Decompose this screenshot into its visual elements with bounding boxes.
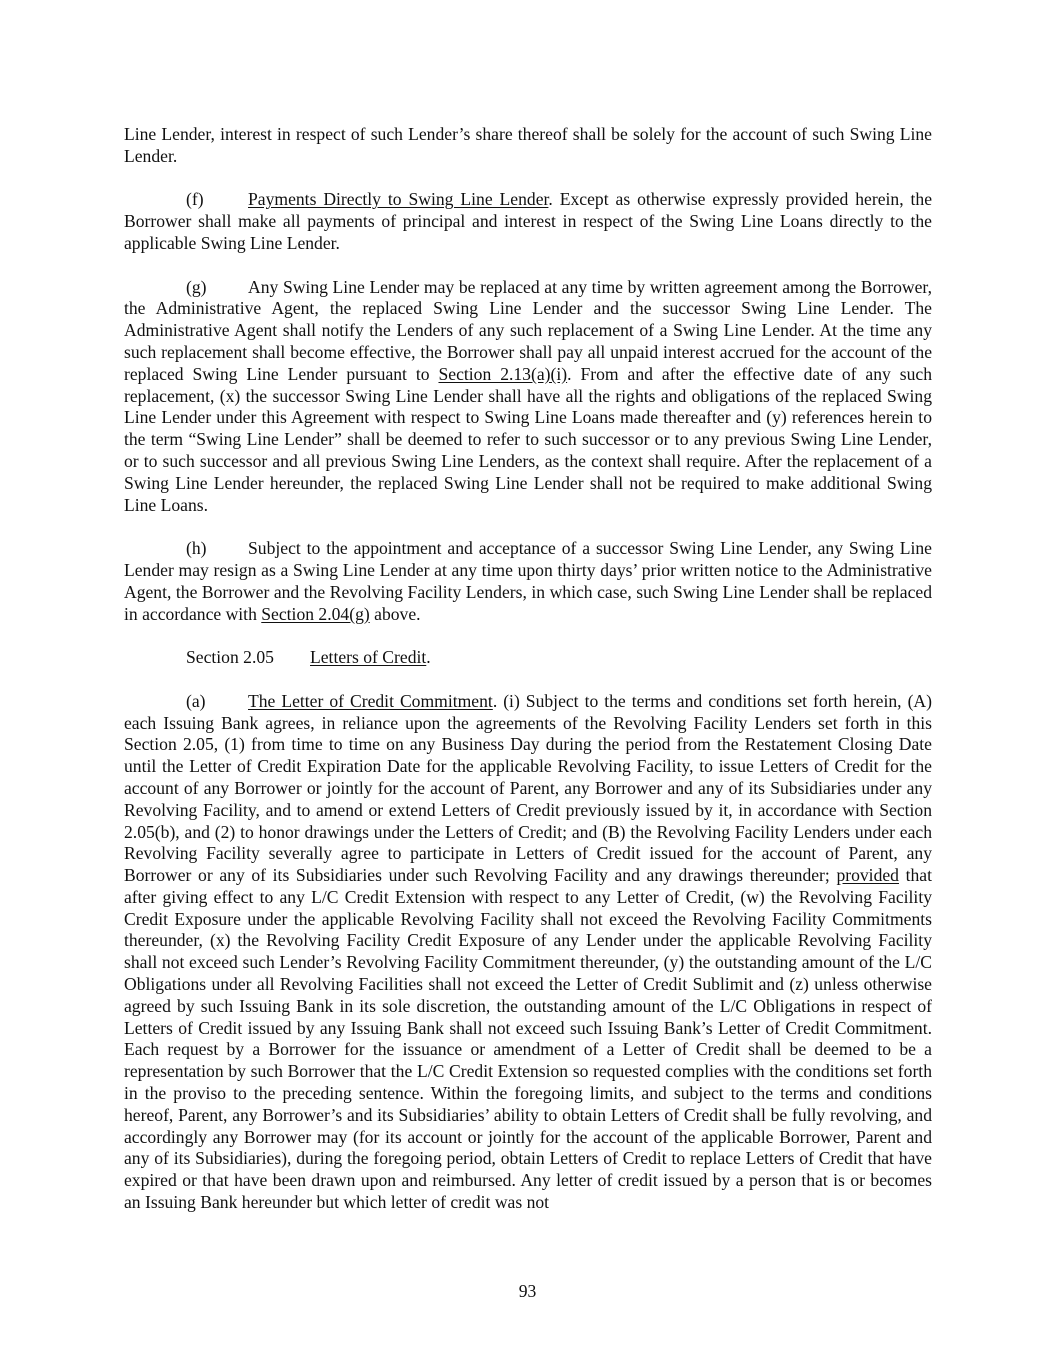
page-number: 93 — [518, 1281, 537, 1301]
section-2-04-reference: Section 2.04(g) — [261, 603, 370, 624]
provided-term: provided — [836, 865, 899, 886]
paragraph-a-heading: The Letter of Credit Commitment — [248, 690, 493, 711]
continuation-text: Line Lender, interest in respect of such Lender’s share thereof shall be solely for the account of such Swing Line Lender. — [124, 124, 932, 166]
paragraph-h — [124, 538, 932, 625]
section-title-period: . — [426, 647, 431, 668]
paragraph-h-text-1: Subject to the appointment and acceptance of a successor Swing Line Lender, any Swing Line Lender may resign as a Swing Line Lender at any time upon thirty days’ prior written notice to the Administrative Agent, the Borrower and the Revolving Facility Lenders, in which case, such Swing Line Lender shall be replaced in accordance with — [124, 538, 932, 624]
paragraph-f-label: (f) — [186, 189, 204, 210]
paragraph-h-label: (h) — [186, 538, 207, 559]
paragraph-g-text-1: Any Swing Line Lender may be replaced at any time by written agreement among the Borrower, the Administrative Agent, the replaced Swing Line Lender and the successor Swing Line Lender. The Administrative Agent shall notify the Lenders of any such replacement of a Swing Line Lender. At the time any such replacement shall become effective, the Borrower shall pay all unpaid interest accrued for the account of the replaced Swing Line Lender pursuant to — [124, 276, 932, 384]
paragraph-continuation — [124, 124, 932, 168]
paragraph-a-text-1: . (i) Subject to the terms and conditions set forth herein, (A) each Issuing Bank agrees, in reliance upon the agreements of the Revolving Facility Lenders set forth in this Section 2.05, (1) from time to time on any Business Day during the period from the Restatement Closing Date until the Letter of Credit Expiration Date for the applicable Revolving Facility, to issue Letters of Credit for the account of any Borrower or jointly for the account of Parent, any Borrower and any of its Subsidiaries under any Revolving Facility, and to amend or extend Letters of Credit previously issued by it, in accordance with Section 2.05(b), and (2) to honor drawings under the Letters of Credit; and (B) the Revolving Facility Lenders under each Revolving Facility severally agree to participate in Letters of Credit issued for the account of Parent, any Borrower or any of its Subsidiaries under such Revolving Facility and any drawings thereunder; — [124, 690, 932, 886]
paragraph-h-text-2: above. — [369, 603, 421, 624]
section-2-13-reference: Section 2.13(a)(i) — [438, 363, 568, 384]
paragraph-g — [124, 277, 932, 517]
section-heading — [124, 647, 932, 669]
paragraph-a-text-2: that after giving effect to any L/C Credit Extension with respect to any Letter of Credit, (w) the Revolving Facility Credit Exposure under the applicable Revolving Facility shall not exceed the Revolving Facility Commitments thereunder, (x) the Revolving Facility Credit Exposure of any Lender under the applicable Revolving Facility shall not exceed such Lender’s Revolving Facility Commitment thereunder, (y) the outstanding amount of the L/C Obligations under all Revolving Facilities shall not exceed the Letter of Credit Sublimit and (z) unless otherwise agreed by such Issuing Bank in its sole discretion, the outstanding amount of the L/C Obligations in respect of Letters of Credit issued by any Issuing Bank shall not exceed such Issuing Bank’s Letter of Credit Commitment. Each request by a Borrower for the issuance or amendment of a Letter of Credit shall be deemed to be a representation by such Borrower that the L/C Credit Extension so requested complies with the conditions set forth in the proviso to the preceding sentence. Within the foregoing limits, and subject to the terms and conditions hereof, Parent, any Borrower’s and its Subsidiaries’ ability to obtain Letters of Credit shall be fully revolving, and accordingly any Borrower may (for its account or jointly for the account of the applicable Borrower, Parent and any of its Subsidiaries), during the foregoing period, obtain Letters of Credit to replace Letters of Credit that have expired or that have been drawn upon and reimbursed. Any letter of credit issued by a person that is or becomes an Issuing Bank hereunder but which letter of credit was not — [124, 865, 933, 1213]
document-page — [124, 124, 932, 1236]
section-title: Letters of Credit — [310, 647, 427, 668]
section-number: Section 2.05 — [186, 647, 274, 668]
paragraph-f-heading: Payments Directly to Swing Line Lender — [248, 189, 549, 210]
paragraph-g-text-2: . From and after the effective date of any such replacement, (x) the successor Swing Line Lender shall have all the rights and obligations of the replaced Swing Line Lender under this Agreement with respect to Swing Line Loans made thereafter and (y) references herein to the term “Swing Line Lender” shall be deemed to refer to such successor or to any previous Swing Line Lender, or to such successor and all previous Swing Line Lenders, as the context shall require. After the replacement of a Swing Line Lender hereunder, the replaced Swing Line Lender shall not be required to make additional Swing Line Loans. — [124, 363, 932, 515]
paragraph-f — [124, 189, 932, 254]
paragraph-a — [124, 691, 932, 1214]
paragraph-a-label: (a) — [186, 690, 206, 711]
paragraph-f-text: . Except as otherwise expressly provided herein, the Borrower shall make all payments of principal and interest in respect of the Swing Line Loans directly to the applicable Swing Line Lender. — [124, 189, 933, 253]
paragraph-g-label: (g) — [186, 276, 207, 297]
